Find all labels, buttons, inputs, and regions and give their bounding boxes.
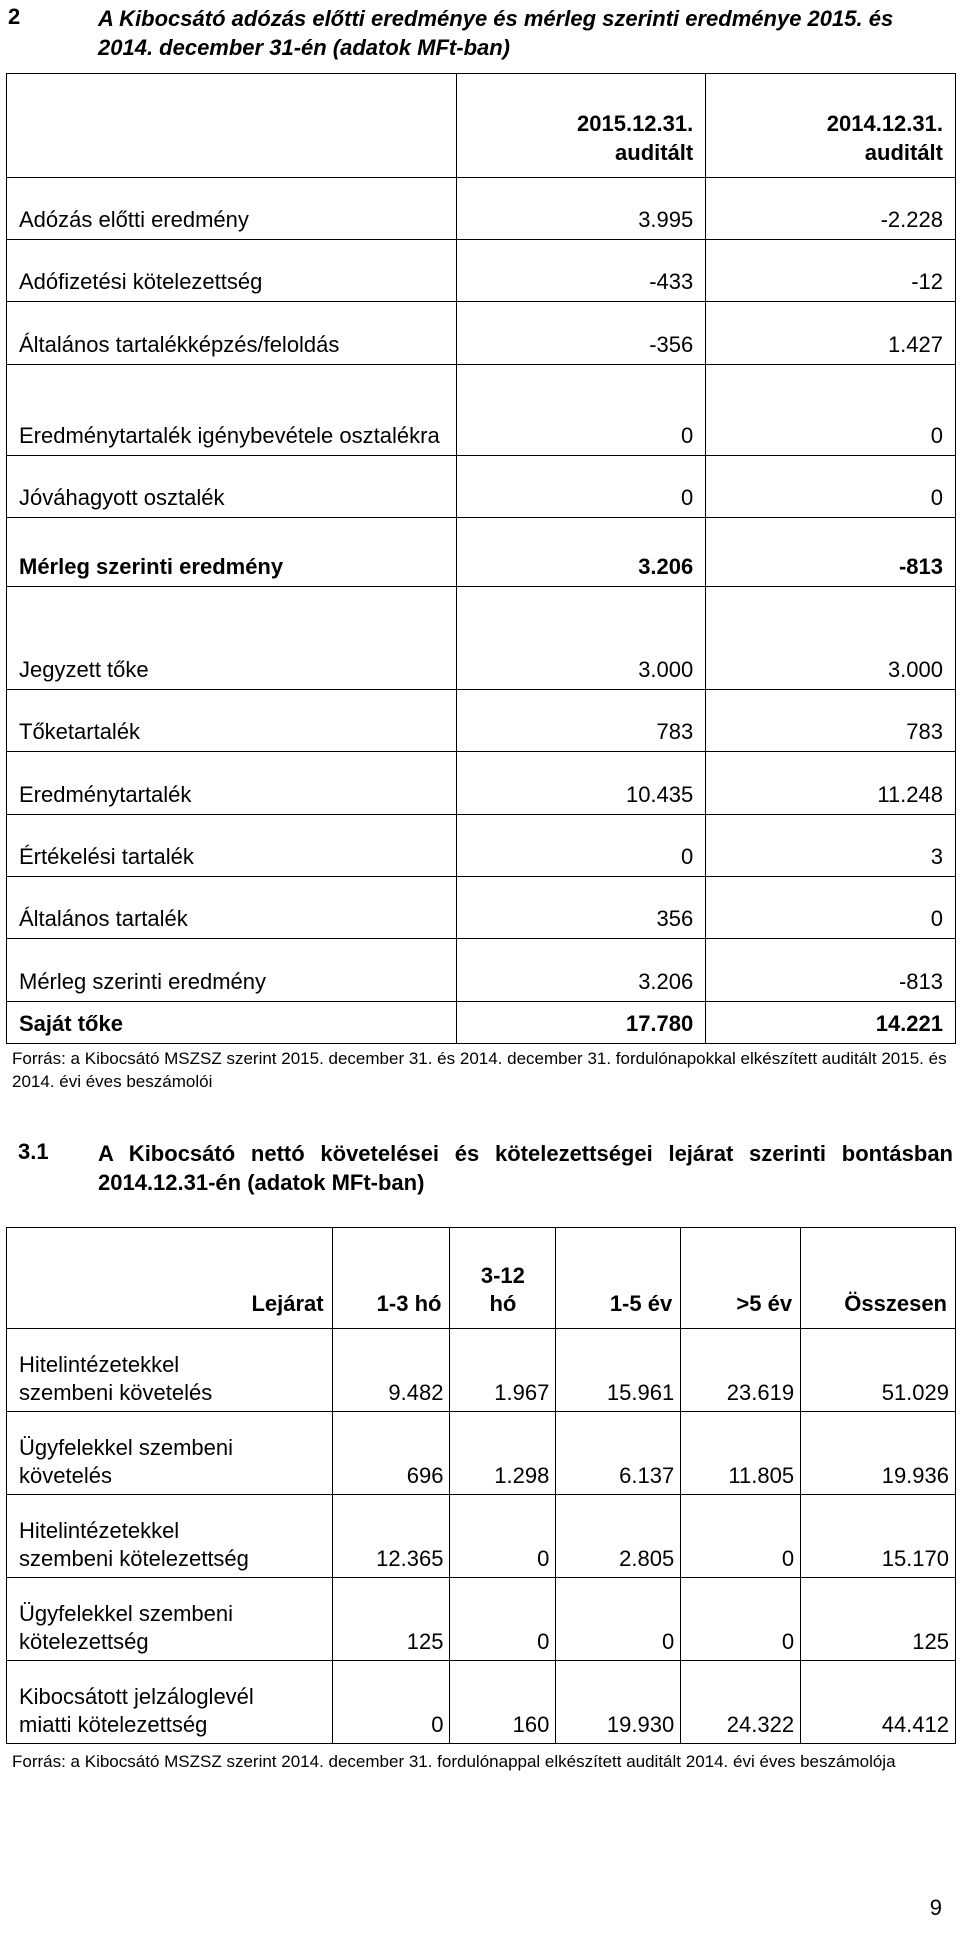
value-1-3-months: 12.365 — [332, 1495, 450, 1578]
table-row-subtotal — [7, 518, 956, 587]
row-label: Általános tartalékképzés/feloldás — [7, 302, 457, 364]
table-row — [7, 752, 956, 814]
row-label-line2: kötelezettség — [19, 1629, 149, 1654]
value-3-12-months: 1.298 — [450, 1412, 556, 1495]
value-over-5-years: 24.322 — [681, 1661, 801, 1744]
header-3-12-bottom: hó — [489, 1291, 517, 1316]
value-2014: 11.248 — [706, 752, 956, 814]
value-2015: 0 — [456, 455, 706, 517]
results-table — [6, 73, 956, 1044]
value-2015: 3.206 — [456, 939, 706, 1001]
table-row — [7, 239, 956, 301]
table-header-row — [7, 1228, 956, 1329]
value-2015: 0 — [456, 364, 706, 455]
value-1-5-years: 2.805 — [556, 1495, 681, 1578]
value-3-12-months: 1.967 — [450, 1329, 556, 1412]
row-label-line2: miatti kötelezettség — [19, 1712, 208, 1737]
value-2014: -2.228 — [706, 177, 956, 239]
value-2015: -433 — [456, 239, 706, 301]
section-title: A Kibocsátó nettó követelései és kötelezettségei lejárat szerinti bontásban 2014.12.31-én (adatok MFt-ban) — [98, 1141, 953, 1195]
row-label: Értékelési tartalék — [7, 814, 457, 876]
value-3-12-months: 0 — [450, 1578, 556, 1661]
value-1-5-years: 0 — [556, 1578, 681, 1661]
table-row — [7, 455, 956, 517]
table-header-row — [7, 74, 956, 178]
header-1-3-months: 1-3 hó — [332, 1228, 450, 1329]
value-total: 19.936 — [801, 1412, 956, 1495]
row-label: Saját tőke — [7, 1001, 457, 1043]
header-empty-cell — [7, 74, 457, 178]
value-2014: 0 — [706, 455, 956, 517]
table-row — [7, 814, 956, 876]
value-total: 15.170 — [801, 1495, 956, 1578]
section-number: 2 — [8, 4, 21, 29]
row-label-line1: Hitelintézetekkel — [19, 1518, 180, 1543]
value-over-5-years: 0 — [681, 1495, 801, 1578]
table-row — [7, 689, 956, 751]
table-row — [7, 876, 956, 938]
table-row — [7, 1495, 956, 1578]
value-2015: 17.780 — [456, 1001, 706, 1043]
row-label — [7, 1661, 333, 1744]
value-3-12-months: 160 — [450, 1661, 556, 1744]
value-total: 51.029 — [801, 1329, 956, 1412]
header-2015-date: 2015.12.31. — [577, 110, 694, 136]
row-label-line1: Ügyfelekkel szembeni — [19, 1601, 233, 1626]
value-2015: 3.000 — [456, 587, 706, 689]
value-2015: 3.995 — [456, 177, 706, 239]
table-row — [7, 939, 956, 1001]
header-2014 — [706, 74, 956, 178]
row-label: Eredménytartalék — [7, 752, 457, 814]
row-label-line1: Kibocsátott jelzáloglevél — [19, 1684, 254, 1709]
value-3-12-months: 0 — [450, 1495, 556, 1578]
row-label: Adófizetési kötelezettség — [7, 239, 457, 301]
header-1-5-years: 1-5 év — [556, 1228, 681, 1329]
value-2014: 0 — [706, 876, 956, 938]
value-2014: 3.000 — [706, 587, 956, 689]
value-2015: 3.206 — [456, 518, 706, 587]
value-1-3-months: 9.482 — [332, 1329, 450, 1412]
value-2014: -12 — [706, 239, 956, 301]
value-2014: 783 — [706, 689, 956, 751]
maturity-table — [6, 1227, 956, 1744]
row-label-line2: szembeni követelés — [19, 1380, 213, 1405]
value-1-5-years: 19.930 — [556, 1661, 681, 1744]
table-row-total — [7, 1001, 956, 1043]
value-2014: -813 — [706, 939, 956, 1001]
value-1-3-months: 696 — [332, 1412, 450, 1495]
table-source-note: Forrás: a Kibocsátó MSZSZ szerint 2014. december 31. fordulónappal elkészített auditált 2014. évi éves beszámolója — [12, 1752, 896, 1771]
header-3-12-months — [450, 1228, 556, 1329]
value-1-5-years: 15.961 — [556, 1329, 681, 1412]
row-label: Jóváhagyott osztalék — [7, 455, 457, 517]
value-2015: -356 — [456, 302, 706, 364]
value-2014: 3 — [706, 814, 956, 876]
table-row — [7, 302, 956, 364]
value-2015: 10.435 — [456, 752, 706, 814]
row-label-line2: szembeni kötelezettség — [19, 1546, 249, 1571]
value-2014: 0 — [706, 364, 956, 455]
row-label: Adózás előtti eredmény — [7, 177, 457, 239]
row-label — [7, 1329, 333, 1412]
row-label: Mérleg szerinti eredmény — [7, 518, 457, 587]
row-label — [7, 1578, 333, 1661]
table-row — [7, 1329, 956, 1412]
value-over-5-years: 11.805 — [681, 1412, 801, 1495]
row-label: Általános tartalék — [7, 876, 457, 938]
value-2014: 14.221 — [706, 1001, 956, 1043]
row-label — [7, 1412, 333, 1495]
header-2015-audited: auditált — [615, 139, 694, 165]
table-row — [7, 364, 956, 455]
header-total: Összesen — [801, 1228, 956, 1329]
value-2014: -813 — [706, 518, 956, 587]
header-maturity: Lejárat — [7, 1228, 333, 1329]
page-number: 9 — [929, 1895, 942, 1920]
row-label: Jegyzett tőke — [7, 587, 457, 689]
value-1-3-months: 0 — [332, 1661, 450, 1744]
header-2015 — [456, 74, 706, 178]
header-3-12-top: 3-12 — [480, 1263, 525, 1288]
table-row — [7, 1412, 956, 1495]
row-label: Mérleg szerinti eredmény — [7, 939, 457, 1001]
table-source-note: Forrás: a Kibocsátó MSZSZ szerint 2015. december 31. és 2014. december 31. fordulónapokkal elkészített auditált 2015. és 2014. évi éves beszámolói — [12, 1049, 947, 1091]
row-label: Eredménytartalék igénybevétele osztalékra — [7, 364, 457, 455]
row-label-line1: Ügyfelekkel szembeni — [19, 1435, 233, 1460]
section-title: A Kibocsátó adózás előtti eredménye és mérleg szerinti eredménye 2015. és 2014. december 31-én (adatok MFt-ban) — [98, 6, 894, 60]
value-over-5-years: 23.619 — [681, 1329, 801, 1412]
row-label — [7, 1495, 333, 1578]
value-2014: 1.427 — [706, 302, 956, 364]
value-total: 125 — [801, 1578, 956, 1661]
header-over-5-years: >5 év — [681, 1228, 801, 1329]
value-2015: 783 — [456, 689, 706, 751]
table-row — [7, 1578, 956, 1661]
table-row — [7, 1661, 956, 1744]
value-2015: 0 — [456, 814, 706, 876]
value-total: 44.412 — [801, 1661, 956, 1744]
table-row — [7, 177, 956, 239]
value-1-3-months: 125 — [332, 1578, 450, 1661]
row-label-line1: Hitelintézetekkel — [19, 1352, 180, 1377]
row-label-line2: követelés — [19, 1463, 112, 1488]
value-over-5-years: 0 — [681, 1578, 801, 1661]
table-row — [7, 587, 956, 689]
value-2015: 356 — [456, 876, 706, 938]
row-label: Tőketartalék — [7, 689, 457, 751]
value-1-5-years: 6.137 — [556, 1412, 681, 1495]
section-number: 3.1 — [18, 1139, 49, 1164]
header-2014-date: 2014.12.31. — [826, 110, 943, 136]
header-2014-audited: auditált — [864, 139, 943, 165]
